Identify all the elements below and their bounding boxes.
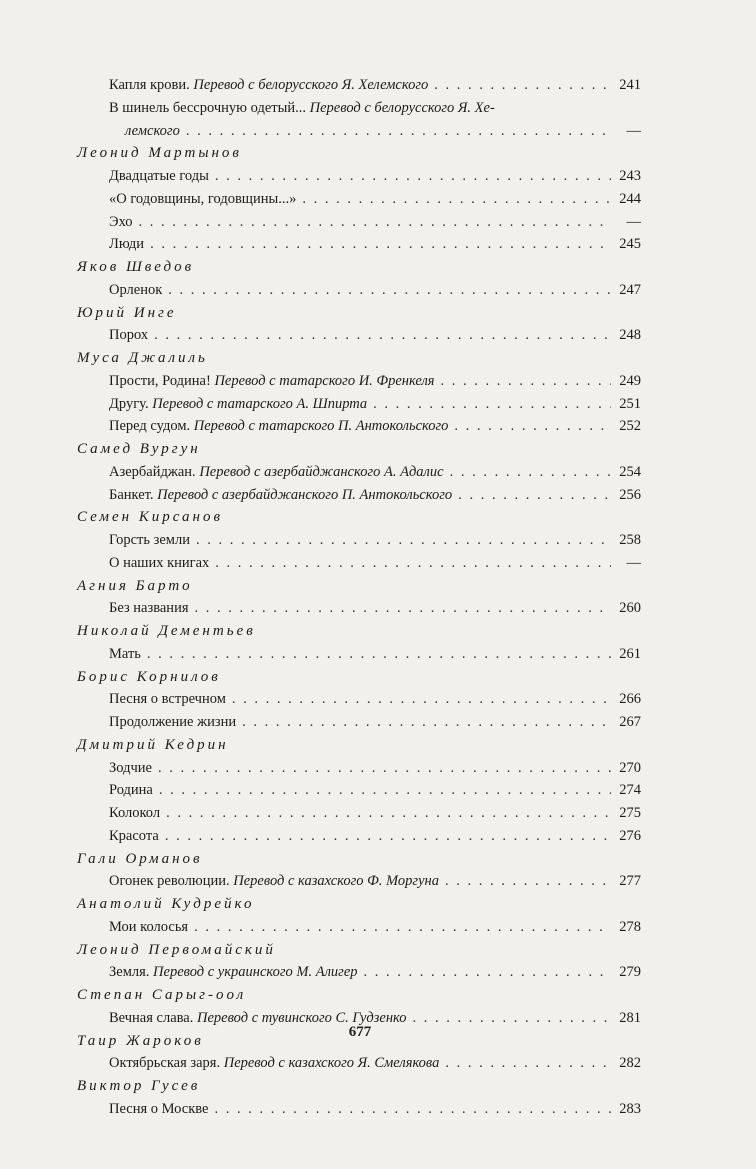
dot-leader xyxy=(439,870,611,893)
toc-entry-text xyxy=(109,916,188,939)
toc-author: Семен Кирсанов xyxy=(77,509,223,526)
toc-entry-text xyxy=(109,74,428,97)
dot-leader xyxy=(367,393,611,416)
toc-line xyxy=(77,597,641,620)
toc-entry-title: Эхо xyxy=(109,213,133,230)
toc-entry-translation-note: Перевод с тувинского С. Гудзенко xyxy=(196,1009,407,1026)
toc-entry-text xyxy=(109,393,367,416)
toc-page-number: 274 xyxy=(619,782,641,799)
toc-page-number: 283 xyxy=(619,1100,641,1117)
toc-page-number: 277 xyxy=(619,873,641,890)
toc-author: Борис Корнилов xyxy=(77,668,221,685)
toc-entry-title: Перед судом. xyxy=(109,418,191,435)
toc-author: Леонид Первомайский xyxy=(77,941,276,958)
toc-entry-title: Орленок xyxy=(109,281,163,298)
toc-entry-title: Земля. xyxy=(109,964,150,981)
toc-line xyxy=(77,188,641,211)
toc-page-number: 282 xyxy=(619,1055,641,1072)
toc-line xyxy=(77,233,641,256)
toc-author: Яков Шведов xyxy=(77,259,195,275)
toc-entry-translation-note: лемского xyxy=(125,122,180,139)
toc-entry-text xyxy=(109,324,148,347)
toc-line xyxy=(77,370,641,393)
toc-page-number: 251 xyxy=(619,395,641,412)
toc-entry-text xyxy=(109,802,160,825)
toc-page-number: 248 xyxy=(619,327,641,344)
dot-leader xyxy=(358,961,611,984)
toc-entry-text xyxy=(109,688,226,711)
toc-line xyxy=(77,529,641,552)
toc-line xyxy=(77,711,641,734)
toc-entry-title: Песня о Москве xyxy=(109,1100,209,1117)
toc-entry-title: Люди xyxy=(109,236,145,253)
dot-leader xyxy=(162,279,611,302)
toc-line xyxy=(77,802,641,825)
toc-entry-translation-note: Перевод с белорусского Я. Хелемского xyxy=(193,77,429,93)
toc-page-number: 258 xyxy=(619,532,641,548)
toc-page-number: 249 xyxy=(619,372,641,389)
toc-entry-title: Колокол xyxy=(109,805,161,821)
toc-page-number: — xyxy=(626,213,641,230)
toc-line xyxy=(77,461,641,484)
toc-page-number: 254 xyxy=(619,463,641,480)
toc-page-number: 256 xyxy=(619,486,641,503)
dot-leader xyxy=(209,165,611,188)
toc-entry-text xyxy=(109,643,141,666)
toc-entry-title: Азербайджан. xyxy=(109,463,196,480)
toc-entry-title: «О годовщины, годовщины...» xyxy=(109,190,297,207)
toc-entry-title: Банкет. xyxy=(109,486,154,503)
toc-entry-title: Продолжение жизни xyxy=(109,714,237,730)
dot-leader xyxy=(452,484,611,507)
toc-author: Гали Орманов xyxy=(77,850,203,867)
table-of-contents xyxy=(77,74,641,1121)
dot-leader xyxy=(428,74,611,97)
toc-entry-title: О наших книгах xyxy=(109,554,210,571)
dot-leader xyxy=(448,415,611,438)
dot-leader xyxy=(152,757,611,780)
toc-entry-text xyxy=(109,484,452,507)
toc-entry-text xyxy=(109,165,209,188)
dot-leader xyxy=(444,461,611,484)
dot-leader xyxy=(190,529,611,552)
toc-page-number: 243 xyxy=(619,168,641,184)
toc-entry-text xyxy=(125,120,180,143)
page-number: 677 xyxy=(348,1024,372,1040)
dot-leader xyxy=(189,597,612,620)
toc-entry-text xyxy=(109,529,190,552)
toc-entry-translation-note: Перевод с татарского А. Шпирта xyxy=(152,395,368,412)
toc-entry-translation-note: Перевод с азербайджанского А. Адалис xyxy=(199,463,444,480)
toc-entry-text xyxy=(109,757,152,780)
toc-entry-translation-note: Перевод с казахского Я. Смелякова xyxy=(223,1055,440,1072)
toc-author: Николай Дементьев xyxy=(77,623,256,639)
dot-leader xyxy=(296,188,611,211)
toc-page-number: 266 xyxy=(619,691,641,708)
toc-entry-text xyxy=(109,552,209,575)
toc-line xyxy=(77,688,641,711)
toc-author: Дмитрий Кедрин xyxy=(77,736,229,753)
toc-line xyxy=(77,1098,641,1121)
toc-author: Самед Вургун xyxy=(77,441,201,457)
toc-entry-text xyxy=(109,233,144,256)
dot-leader xyxy=(407,1007,611,1030)
toc-line xyxy=(77,643,641,666)
toc-line xyxy=(77,324,641,347)
toc-entry-text xyxy=(109,97,495,120)
toc-entry-title: Песня о встречном xyxy=(109,691,226,708)
toc-entry-title: Зодчие xyxy=(109,759,152,776)
toc-entry-title: Октябрьская заря. xyxy=(109,1055,221,1072)
toc-page-number: 270 xyxy=(619,759,641,776)
toc-line-continuation xyxy=(77,120,641,143)
toc-entry-text xyxy=(109,279,162,302)
toc-line xyxy=(77,484,641,507)
toc-line xyxy=(77,779,641,802)
dot-leader xyxy=(153,779,611,802)
dot-leader xyxy=(236,711,611,734)
toc-author: Степан Сарыг-оол xyxy=(77,987,247,1003)
dot-leader xyxy=(160,802,611,825)
toc-entry-translation-note: Перевод с белорусского Я. Хе- xyxy=(309,99,495,116)
toc-page-number: — xyxy=(626,554,641,571)
toc-entry-text xyxy=(109,188,296,211)
toc-entry-title: Двадцатые годы xyxy=(109,168,209,184)
toc-entry-title: Без названия xyxy=(109,600,189,617)
toc-line xyxy=(77,211,641,234)
toc-page-number: 241 xyxy=(619,77,641,93)
toc-entry-text xyxy=(109,370,435,393)
dot-leader xyxy=(159,825,611,848)
toc-page-number: 260 xyxy=(619,600,641,617)
toc-entry-title: Прости, Родина! xyxy=(109,372,211,389)
toc-author: Леонид Мартынов xyxy=(77,145,242,162)
toc-entry-translation-note: Перевод с татарского П. Антокольского xyxy=(193,418,449,435)
toc-entry-title: В шинель бессрочную одетый... xyxy=(109,99,306,116)
dot-leader xyxy=(208,1098,611,1121)
toc-page-number: 252 xyxy=(619,418,641,435)
toc-page-number: 244 xyxy=(619,190,641,207)
toc-page-number: 247 xyxy=(619,281,641,298)
toc-page-number: 275 xyxy=(619,805,641,821)
dot-leader xyxy=(148,324,611,347)
toc-line xyxy=(77,916,641,939)
toc-line xyxy=(77,552,641,575)
toc-entry-text xyxy=(109,870,439,893)
dot-leader xyxy=(141,643,611,666)
toc-entry-title: Родина xyxy=(109,782,153,799)
toc-entry-text xyxy=(109,415,448,438)
toc-line xyxy=(77,825,641,848)
toc-entry-title: Огонек революции. xyxy=(109,873,230,890)
toc-page-number: 279 xyxy=(619,964,641,981)
toc-author: Муса Джалиль xyxy=(77,350,208,366)
dot-leader xyxy=(209,552,611,575)
toc-entry-translation-note: Перевод с татарского И. Френкеля xyxy=(214,372,435,389)
toc-entry-text xyxy=(109,961,358,984)
toc-line xyxy=(77,279,641,302)
toc-entry-text xyxy=(109,779,153,802)
toc-author: Анатолий Кудрейко xyxy=(77,896,255,912)
toc-line xyxy=(77,870,641,893)
toc-entry-translation-note: Перевод с казахского Ф. Моргуна xyxy=(233,873,439,890)
dot-leader xyxy=(188,916,611,939)
toc-page-number: 267 xyxy=(619,714,641,730)
toc-entry-text xyxy=(109,211,133,234)
toc-line xyxy=(77,961,641,984)
toc-line xyxy=(77,74,641,97)
toc-author: Агния Барто xyxy=(77,577,193,594)
toc-entry-title: Мои колосья xyxy=(109,918,189,935)
toc-entry-text xyxy=(109,825,159,848)
toc-page-number: 281 xyxy=(619,1009,641,1026)
toc-entry-title: Горсть земли xyxy=(109,532,190,548)
toc-entry-text xyxy=(109,461,444,484)
toc-entry-title: Капля крови. xyxy=(109,77,190,93)
dot-leader xyxy=(226,688,611,711)
dot-leader xyxy=(144,233,611,256)
toc-author: Юрий Инге xyxy=(77,304,177,321)
toc-entry-translation-note: Перевод с украинского М. Алигер xyxy=(153,964,358,981)
toc-entry-text xyxy=(109,1098,208,1121)
toc-line xyxy=(77,165,641,188)
dot-leader xyxy=(133,211,611,234)
toc-entry-title: Порох xyxy=(109,327,149,344)
toc-entry-title: Красота xyxy=(109,827,159,844)
toc-page-number: 278 xyxy=(619,918,641,935)
toc-author: Виктор Гусев xyxy=(77,1078,201,1094)
toc-line xyxy=(77,97,641,120)
toc-entry-translation-note: Перевод с азербайджанского П. Антокольского xyxy=(157,486,453,503)
toc-entry-title: Вечная слава. xyxy=(109,1009,194,1026)
toc-entry-text xyxy=(109,597,189,620)
toc-line xyxy=(77,393,641,416)
toc-page-number: 261 xyxy=(619,645,641,662)
dot-leader xyxy=(435,370,611,393)
dot-leader xyxy=(439,1052,611,1075)
toc-entry-text xyxy=(109,711,236,734)
toc-entry-title: Мать xyxy=(109,645,141,662)
toc-entry-text xyxy=(109,1052,439,1075)
toc-entry-title: Другу. xyxy=(109,395,149,412)
toc-line xyxy=(77,415,641,438)
toc-author: Таир Жароков xyxy=(77,1032,204,1049)
toc-line xyxy=(77,757,641,780)
toc-page-number: — xyxy=(626,122,641,139)
toc-page-number: 276 xyxy=(619,827,641,844)
dot-leader xyxy=(180,120,611,143)
toc-line xyxy=(77,1052,641,1075)
toc-page-number: 245 xyxy=(619,236,641,253)
